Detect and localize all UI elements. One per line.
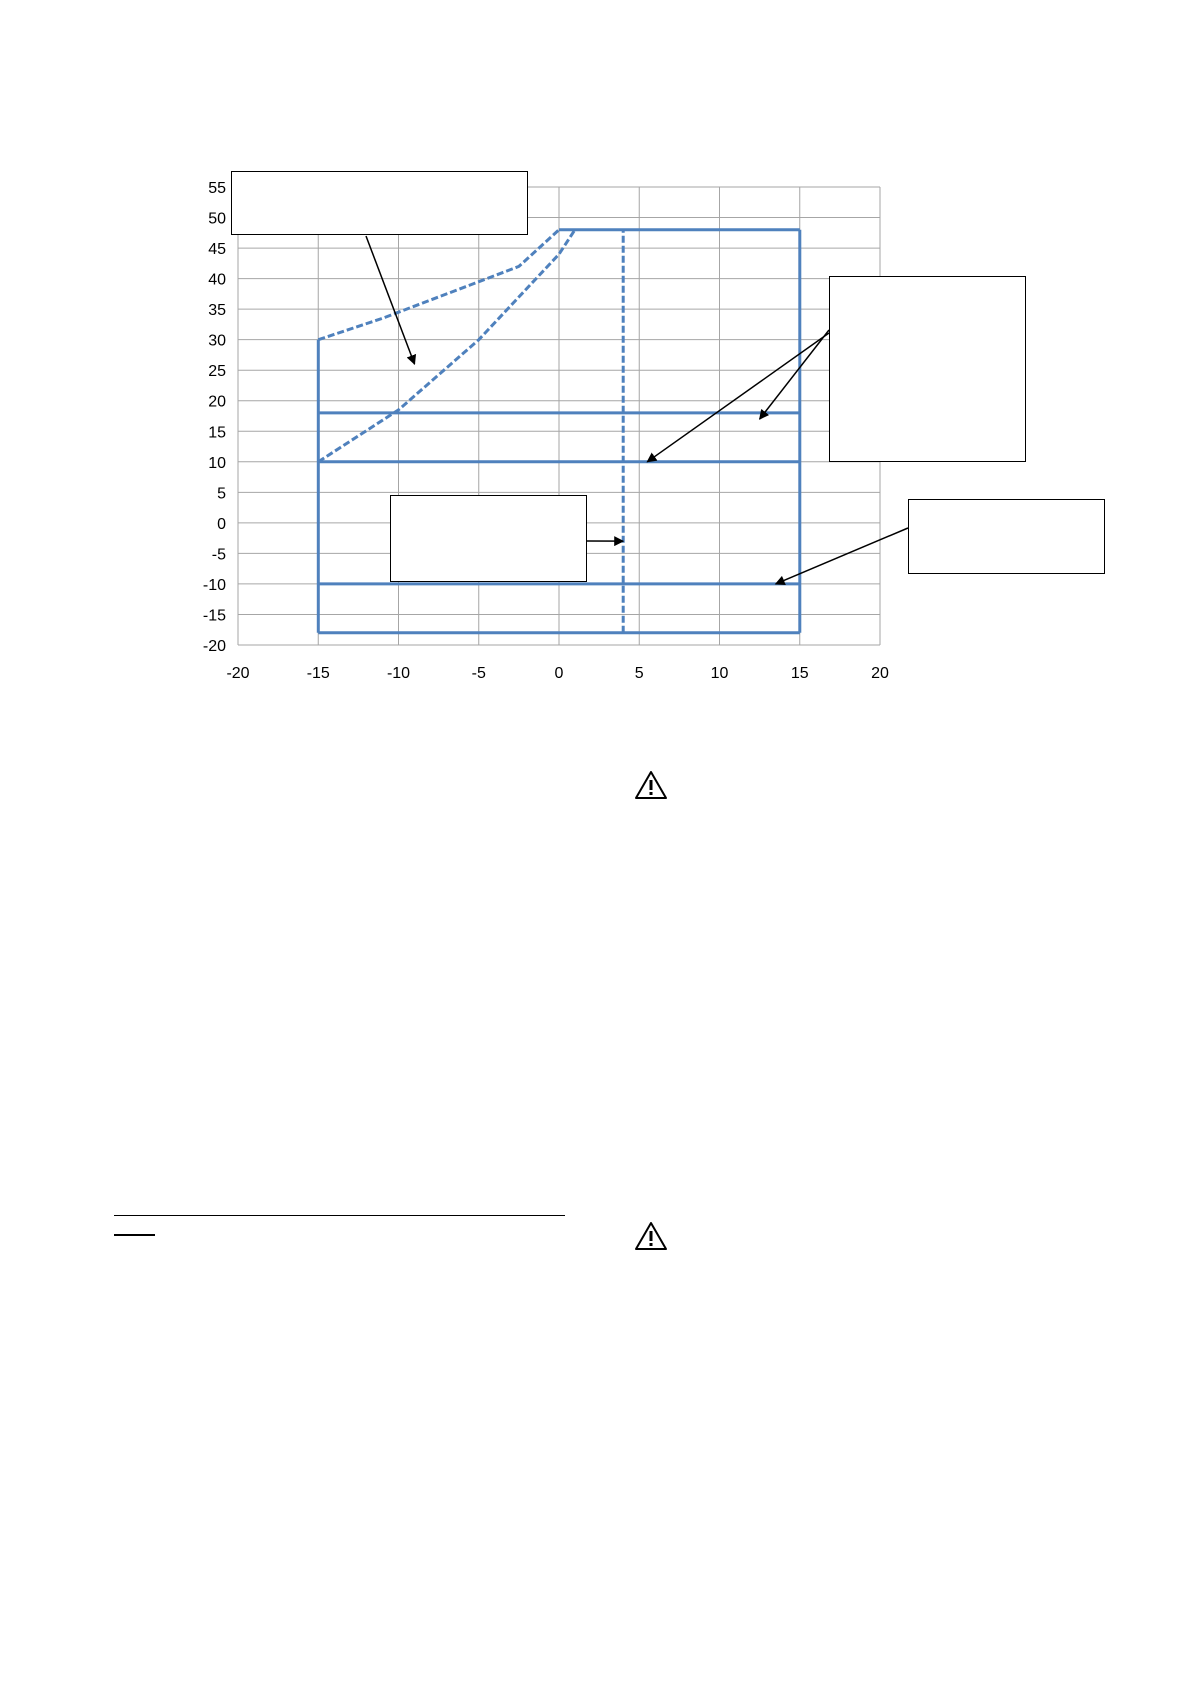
x-tick-label: 20	[871, 665, 889, 682]
y-tick-label: 5	[217, 485, 226, 503]
warning-triangle-icon	[634, 770, 668, 800]
y-tick-label: -15	[202, 607, 226, 625]
callout-box-right	[829, 276, 1026, 462]
x-tick-label: 0	[554, 665, 564, 682]
x-tick-label: -10	[386, 665, 411, 682]
x-tick-label: -5	[471, 665, 486, 682]
y-tick-label: 30	[208, 332, 226, 350]
y-tick-label: 15	[208, 424, 226, 442]
annotation-arrow-top-left-0	[366, 236, 415, 364]
annotation-arrow-lower-right-0	[776, 528, 908, 584]
annotation-arrow-right-1	[647, 333, 829, 462]
y-tick-label: 20	[208, 393, 226, 411]
y-tick-label: 55	[208, 180, 226, 197]
y-tick-label: 25	[208, 363, 226, 381]
y-tick-label: 50	[208, 210, 226, 228]
series-line-4	[318, 230, 559, 340]
warning-triangle-icon	[634, 1221, 668, 1251]
y-tick-label: 10	[208, 454, 226, 472]
y-tick-label: 45	[208, 241, 226, 259]
callout-box-middle	[390, 495, 587, 582]
footnote-underline-mark	[114, 1234, 155, 1236]
y-tick-label: -10	[202, 576, 226, 594]
y-tick-label: 35	[208, 302, 226, 320]
x-tick-label: -15	[306, 665, 330, 682]
callout-box-top-left	[231, 171, 528, 235]
footnote-separator-line	[114, 1215, 565, 1216]
series-line-5	[318, 230, 575, 462]
y-tick-label: -5	[211, 546, 226, 564]
callout-box-lower-right	[908, 499, 1105, 574]
y-tick-label: 0	[217, 515, 226, 533]
x-tick-label: 15	[790, 665, 809, 682]
x-tick-label: 5	[634, 665, 644, 682]
x-tick-label: -20	[226, 665, 250, 682]
y-tick-label: 40	[208, 271, 226, 289]
y-tick-label: -20	[202, 638, 226, 655]
x-tick-label: 10	[710, 665, 729, 682]
